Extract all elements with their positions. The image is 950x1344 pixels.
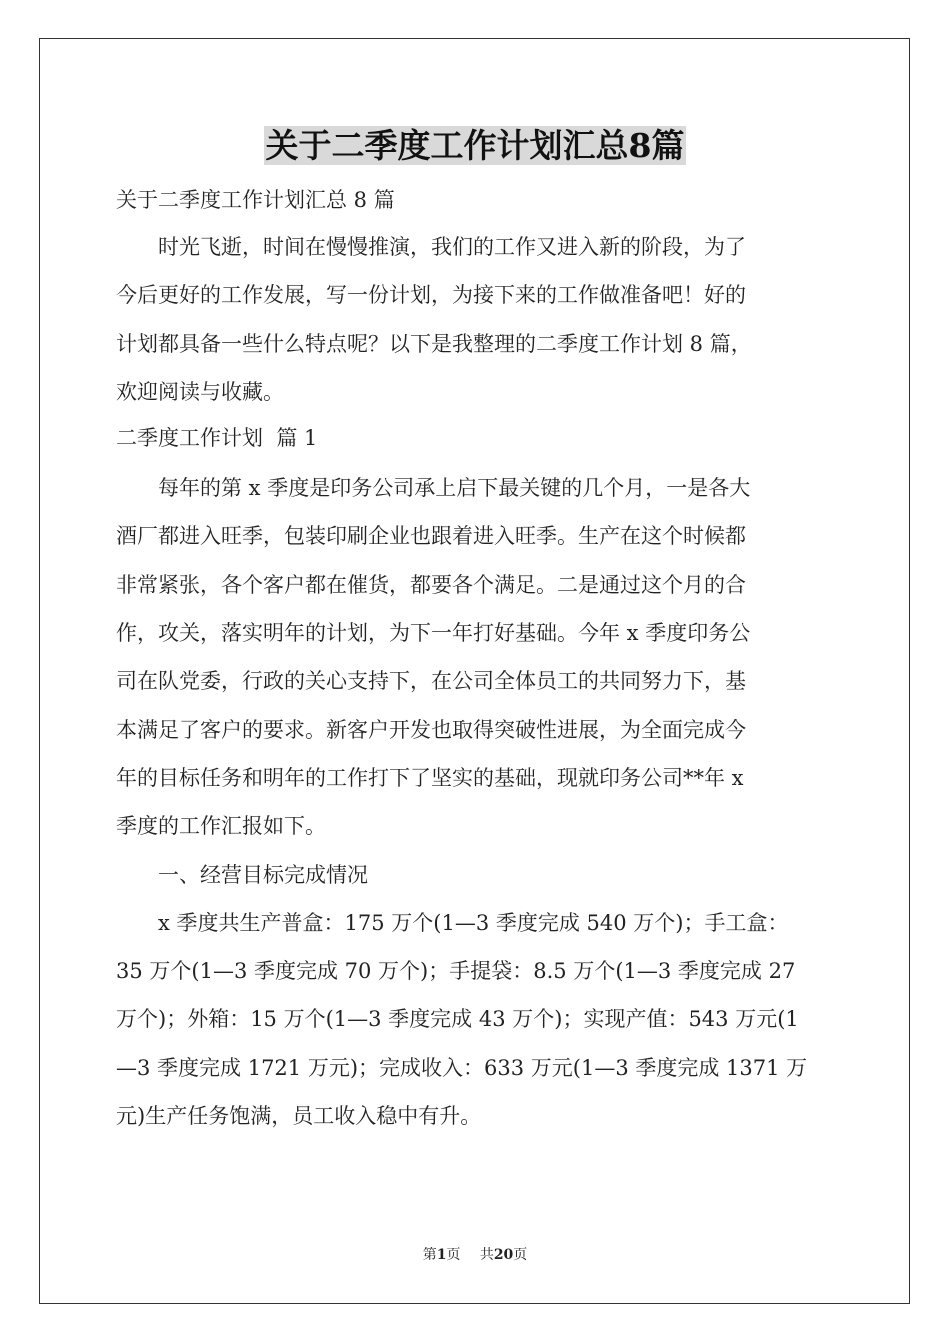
- section-heading: 二季度工作计划 篇 1: [116, 426, 318, 451]
- intro-line: 时光飞逝，时间在慢慢推演，我们的工作又进入新的阶段，为了: [116, 235, 746, 259]
- body-line: 元)生产任务饱满，员工收入稳中有升。: [116, 1104, 482, 1129]
- footer-page-suffix: 页: [446, 1247, 461, 1263]
- body-line: 季度的工作汇报如下。: [116, 814, 326, 839]
- body-line: 酒厂都进入旺季，包装印刷企业也跟着进入旺季。生产在这个时候都: [116, 524, 746, 549]
- document-body: [116, 178, 834, 1140]
- title-text: 关于二季度工作计划汇总8篇: [265, 126, 685, 165]
- body-line: 35 万个(1—3 季度完成 70 万个)；手提袋：8.5 万个(1—3 季度完成 27: [116, 959, 796, 984]
- footer-total-pages: 20: [493, 1247, 514, 1263]
- body-line: 年的目标任务和明年的工作打下了坚实的基础，现就印务公司**年 x: [116, 765, 744, 790]
- body-line: 一、经营目标完成情况: [116, 862, 368, 887]
- body-line: 本满足了客户的要求。新客户开发也取得突破性进展，为全面完成今: [116, 717, 746, 742]
- body-paragraphs: [116, 464, 834, 1140]
- body-line: x 季度共生产普盒：175 万个(1—3 季度完成 540 万个)；手工盒：: [116, 910, 789, 935]
- subtitle: 关于二季度工作计划汇总 8 篇: [116, 188, 395, 212]
- intro-line: 今后更好的工作发展，写一份计划，为接下来的工作做准备吧！好的: [116, 283, 746, 308]
- footer-page-prefix: 第: [422, 1247, 437, 1263]
- footer-page-number: 1: [436, 1247, 447, 1263]
- intro-line: 欢迎阅读与收藏。: [116, 379, 284, 404]
- intro-line: 计划都具备一些什么特点呢？以下是我整理的二季度工作计划 8 篇，: [116, 331, 752, 356]
- intro-paragraph: [116, 223, 834, 416]
- footer-total-suffix: 页: [513, 1247, 528, 1263]
- body-line: —3 季度完成 1721 万元)；完成收入：633 万元(1—3 季度完成 1371 万: [116, 1055, 808, 1080]
- body-line: 作，攻关，落实明年的计划，为下一年打好基础。今年 x 季度印务公: [116, 621, 751, 646]
- page-footer: [0, 1244, 950, 1264]
- document-title: [0, 124, 950, 168]
- body-line: 非常紧张，各个客户都在催货，都要各个满足。二是通过这个月的合: [116, 572, 746, 597]
- body-line: 每年的第 x 季度是印务公司承上启下最关键的几个月，一是各大: [116, 476, 751, 501]
- body-line: 司在队党委，行政的关心支持下，在公司全体员工的共同努力下，基: [116, 669, 746, 694]
- body-line: 万个)；外箱：15 万个(1—3 季度完成 43 万个)；实现产值：543 万元(1: [116, 1007, 799, 1032]
- footer-total-prefix: 共: [479, 1247, 494, 1263]
